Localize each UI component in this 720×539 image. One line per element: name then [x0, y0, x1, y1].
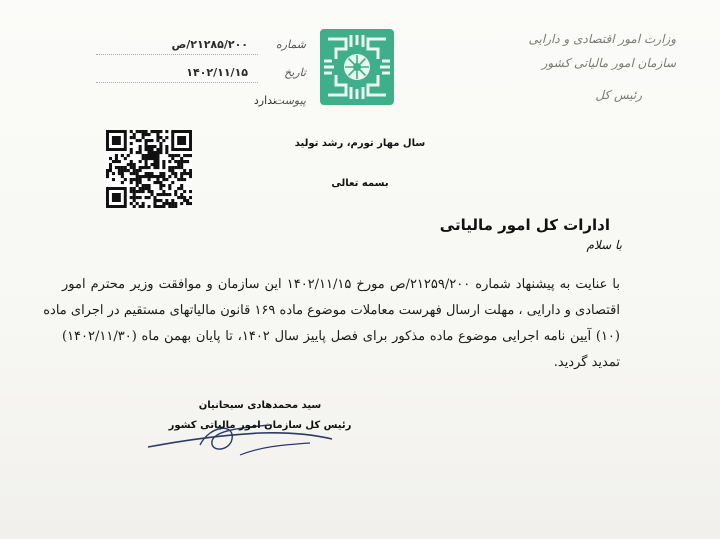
dotted-line	[96, 82, 258, 83]
ministry-line-2: سازمان امور مالیاتی کشور	[541, 56, 676, 70]
number-label: شماره	[275, 38, 306, 51]
year-slogan: سال مهار تورم، رشد تولید	[294, 138, 426, 149]
letter-number-row	[96, 38, 306, 58]
addressee: ادارات کل امور مالیاتی	[439, 216, 610, 234]
date-label: تاریخ	[284, 66, 306, 79]
letter-number: ۲۱۲۸۵/۲۰۰/ص	[171, 38, 248, 51]
body-line-2: اقتصادی و دارایی ، مهلت ارسال فهرست معاملات موضوع ماده ۱۶۹ قانون مالیاتهای مستقیم در اجرای ماده	[43, 303, 620, 318]
attachment-row	[96, 94, 306, 114]
tax-organization-emblem-icon	[318, 27, 396, 107]
ministry-line-1: وزارت امور اقتصادی و دارایی	[528, 32, 676, 46]
letter-date-row	[96, 66, 306, 86]
signatory-title: رئیس کل سازمان امور مالیاتی کشور	[168, 420, 352, 431]
attachment-value: ندارد	[253, 94, 276, 107]
signatory-name: سید محمدهادی سبحانیان	[198, 400, 322, 411]
qr-code-icon	[106, 130, 192, 208]
body-line-3: (۱۰) آیین نامه اجرایی موضوع ماده مذکور برای فصل پاییز سال ۱۴۰۲، تا پایان بهمن ماه (۱۴۰۲/۱۱/۳۰)	[62, 329, 620, 344]
attachment-label: پیوست	[273, 94, 306, 107]
letter-date: ۱۴۰۲/۱۱/۱۵	[186, 66, 248, 79]
body-line-4: تمدید گردید.	[553, 355, 620, 370]
ministry-line-3: رئیس کل	[595, 88, 642, 102]
dotted-line	[96, 54, 258, 55]
body-line-1: با عنایت به پیشنهاد شماره ۲۱۲۵۹/۲۰۰/ص مورخ ۱۴۰۲/۱۱/۱۵ این سازمان و موافقت وزیر محترم امور	[62, 277, 620, 292]
basmala: بسمه تعالی	[331, 178, 389, 189]
greeting: با سلام	[586, 238, 622, 252]
